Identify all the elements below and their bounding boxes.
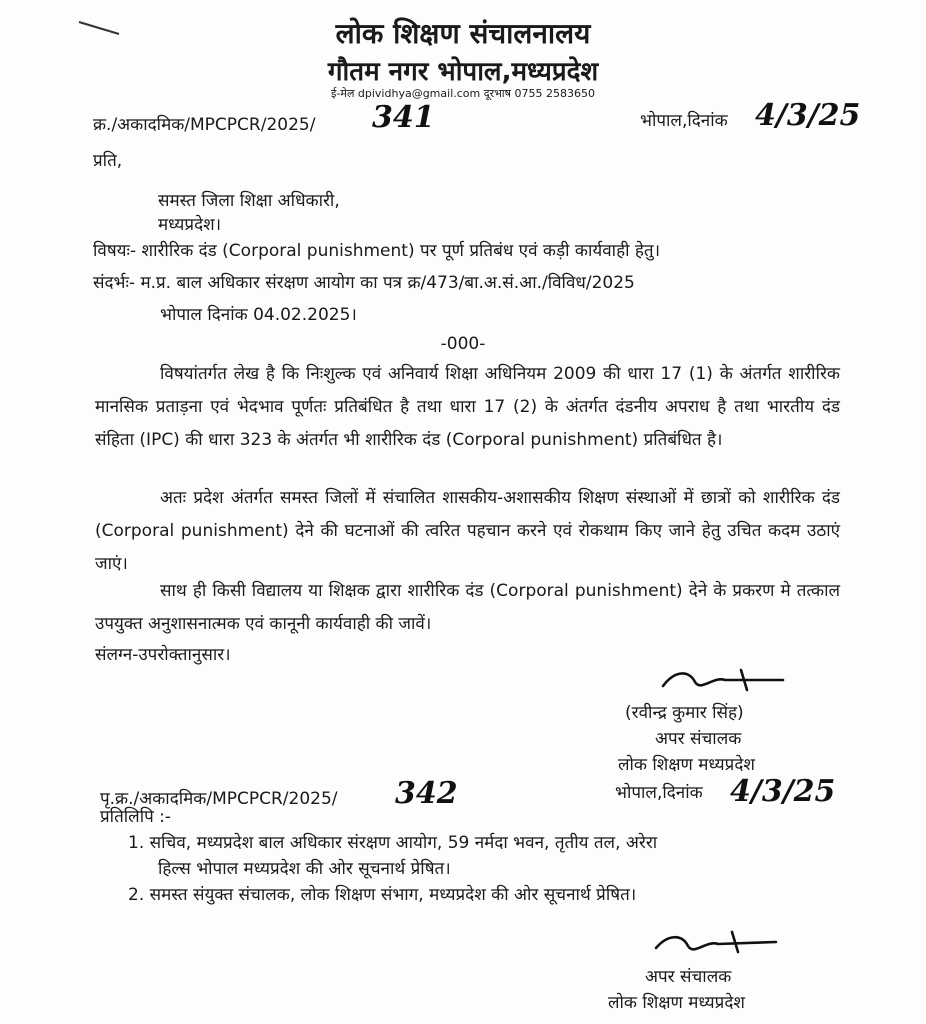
recipient-state: मध्यप्रदेश। <box>158 215 222 235</box>
copy-ref-prefix: पृ.क्र./अकादमिक/MPCPCR/2025/ <box>100 789 338 809</box>
body-paragraph-1: विषयांतर्गत लेख है कि निःशुल्क एवं अनिवार्य शिक्षा अधिनियम 2009 की धारा 17 (1) के अंतर्गत शारीरिक मानसिक प्रताड़ना एवं भेदभाव पूर्णतः प्रतिबंधित है तथा धारा 17 (2) के अंतर्गत दंडनीय अपराध है तथा भारतीय दंड संहिता (IPC) की धारा 323 के अंतर्गत भी शारीरिक दंड (Corporal punishment) प्रतिबंधित है। <box>95 364 840 450</box>
ref-prefix: क्र./अकादमिक/MPCPCR/2025/ <box>93 115 316 135</box>
subject-line: विषयः- शारीरिक दंड (Corporal punishment) पर पूर्ण प्रतिबंध एवं कड़ी कार्यवाही हेतु। <box>93 241 661 261</box>
office-title: लोक शिक्षण संचालनालय <box>335 17 591 50</box>
letter-date: 4/3/25 <box>755 98 861 133</box>
copy-ref-number: 342 <box>395 776 458 811</box>
copy-date: 4/3/25 <box>730 774 836 809</box>
copy-item-2: 2. समस्त संयुक्त संचालक, लोक शिक्षण संभाग, मध्यप्रदेश की ओर सूचनार्थ प्रेषित। <box>128 885 637 905</box>
signatory-office: लोक शिक्षण मध्यप्रदेश <box>618 755 755 775</box>
copy-place-date-label: भोपाल,दिनांक <box>615 783 703 803</box>
body-paragraph-3: साथ ही किसी विद्यालय या शिक्षक द्वारा शारीरिक दंड (Corporal punishment) देने के प्रकरण मे तत्काल उपयुक्त अनुशासनात्मक एवं कानूनी कार्यवाही की जावें। <box>95 581 840 634</box>
signature-1 <box>655 662 795 698</box>
reference-line-1: संदर्भः- म.प्र. बाल अधिकार संरक्षण आयोग का पत्र क्र/473/बा.अ.सं.आ./विविध/2025 <box>93 273 635 293</box>
place-date-label: भोपाल,दिनांक <box>640 111 728 131</box>
signatory-title: अपर संचालक <box>655 729 742 749</box>
reference-line-2: भोपाल दिनांक 04.02.2025। <box>160 305 357 325</box>
to-label: प्रति, <box>93 151 123 171</box>
office-contact: ई-मेल dpividhya@gmail.com दूरभाष 0755 2583650 <box>331 87 595 100</box>
recipient: समस्त जिला शिक्षा अधिकारी, <box>158 191 340 211</box>
copy-label: प्रतिलिपि :- <box>100 807 172 827</box>
signature-2 <box>648 926 788 962</box>
signatory-name: (रवीन्द्र कुमार सिंह) <box>625 703 744 723</box>
copy-item-1-line-1: 1. सचिव, मध्यप्रदेश बाल अधिकार संरक्षण आयोग, 59 नर्मदा भवन, तृतीय तल, अरेरा <box>128 833 658 853</box>
ref-number: 341 <box>372 100 435 135</box>
copy-item-1-line-2: हिल्स भोपाल मध्यप्रदेश की ओर सूचनार्थ प्रेषित। <box>158 859 451 879</box>
office-address: गौतम नगर भोपाल,मध्यप्रदेश <box>327 57 599 87</box>
body-paragraph-2: अतः प्रदेश अंतर्गत समस्त जिलों में संचालित शासकीय-अशासकीय शिक्षण संस्थाओं में छात्रों को शारीरिक दंड (Corporal punishment) देने की घटनाओं की त्वरित पहचान करने एवं रोकथाम किए जाने हेतु उचित कदम उठाएं जाएं। <box>95 488 840 574</box>
copy-signatory-office: लोक शिक्षण मध्यप्रदेश <box>608 993 745 1013</box>
enclosure-line: संलग्न-उपरोक्तानुसार। <box>95 645 231 665</box>
copy-signatory-title: अपर संचालक <box>645 967 732 987</box>
separator: -000- <box>440 334 486 354</box>
